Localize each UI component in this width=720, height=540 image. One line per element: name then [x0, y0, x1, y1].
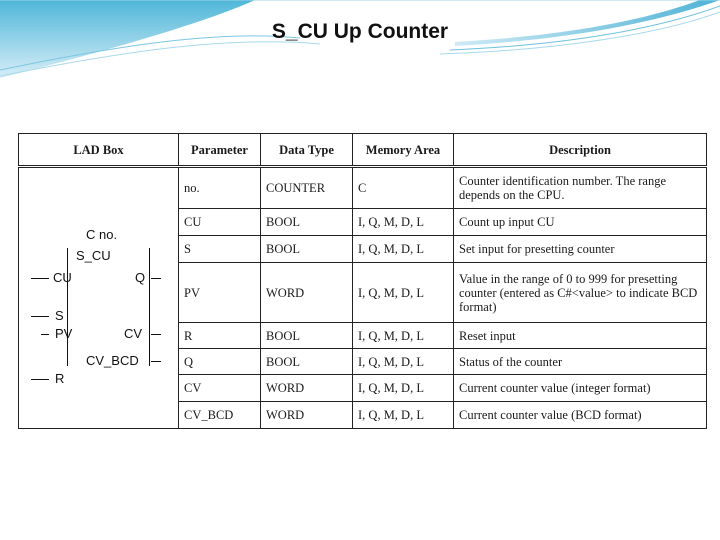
- s-input-line: [31, 316, 49, 317]
- param-cell: CV: [179, 375, 261, 402]
- r-input-line: [31, 379, 49, 380]
- block-right-border: [149, 248, 150, 366]
- parameter-table: [18, 133, 707, 429]
- param-cell: Q: [179, 349, 261, 375]
- param-cell: R: [179, 323, 261, 349]
- desc-cell: Status of the counter: [454, 349, 707, 375]
- area-cell: I, Q, M, D, L: [353, 402, 454, 429]
- header-description: Description: [454, 134, 707, 167]
- header-lad-box: LAD Box: [19, 134, 179, 167]
- pin-s-label: S: [55, 308, 64, 323]
- pv-input-line: [41, 334, 49, 335]
- type-cell: BOOL: [261, 349, 353, 375]
- area-cell: I, Q, M, D, L: [353, 349, 454, 375]
- param-cell: S: [179, 236, 261, 263]
- table-header-row: [19, 134, 707, 167]
- decorative-header-swoosh: [0, 0, 720, 90]
- pin-cu-label: CU: [53, 270, 72, 285]
- lad-box-diagram: [19, 168, 179, 426]
- desc-cell: Current counter value (integer format): [454, 375, 707, 402]
- pin-r-label: R: [55, 371, 65, 386]
- pin-cv-bcd-label: CV_BCD: [86, 353, 139, 368]
- desc-cell: Value in the range of 0 to 999 for presetting counter (entered as C#<value> to indicate BCD format): [454, 263, 707, 323]
- desc-cell: Set input for presetting counter: [454, 236, 707, 263]
- header-data-type: Data Type: [261, 134, 353, 167]
- pin-cv-label: CV: [124, 326, 143, 341]
- type-cell: BOOL: [261, 209, 353, 236]
- header-parameter: Parameter: [179, 134, 261, 167]
- cv-output-line: [151, 334, 161, 335]
- q-output-line: [151, 278, 161, 279]
- block-left-border: [67, 248, 68, 366]
- lad-box-cell: [19, 167, 179, 429]
- param-cell: CU: [179, 209, 261, 236]
- desc-cell: Reset input: [454, 323, 707, 349]
- area-cell: C: [353, 167, 454, 209]
- type-cell: COUNTER: [261, 167, 353, 209]
- desc-cell: Current counter value (BCD format): [454, 402, 707, 429]
- param-cell: PV: [179, 263, 261, 323]
- counter-number-label: C no.: [86, 227, 118, 242]
- cv-bcd-output-line: [151, 361, 161, 362]
- type-cell: BOOL: [261, 236, 353, 263]
- area-cell: I, Q, M, D, L: [353, 263, 454, 323]
- block-name-label: S_CU: [76, 248, 111, 263]
- header-memory-area: Memory Area: [353, 134, 454, 167]
- cu-input-line: [31, 278, 49, 279]
- desc-cell: Counter identification number. The range depends on the CPU.: [454, 167, 707, 209]
- table-row: [19, 167, 707, 209]
- area-cell: I, Q, M, D, L: [353, 323, 454, 349]
- type-cell: WORD: [261, 375, 353, 402]
- pin-pv-label: PV: [55, 326, 73, 341]
- pin-q-label: Q: [135, 270, 146, 285]
- param-cell: CV_BCD: [179, 402, 261, 429]
- param-cell: no.: [179, 167, 261, 209]
- slide-title: S_CU Up Counter: [271, 20, 449, 43]
- type-cell: WORD: [261, 402, 353, 429]
- area-cell: I, Q, M, D, L: [353, 375, 454, 402]
- area-cell: I, Q, M, D, L: [353, 236, 454, 263]
- area-cell: I, Q, M, D, L: [353, 209, 454, 236]
- type-cell: WORD: [261, 263, 353, 323]
- desc-cell: Count up input CU: [454, 209, 707, 236]
- type-cell: BOOL: [261, 323, 353, 349]
